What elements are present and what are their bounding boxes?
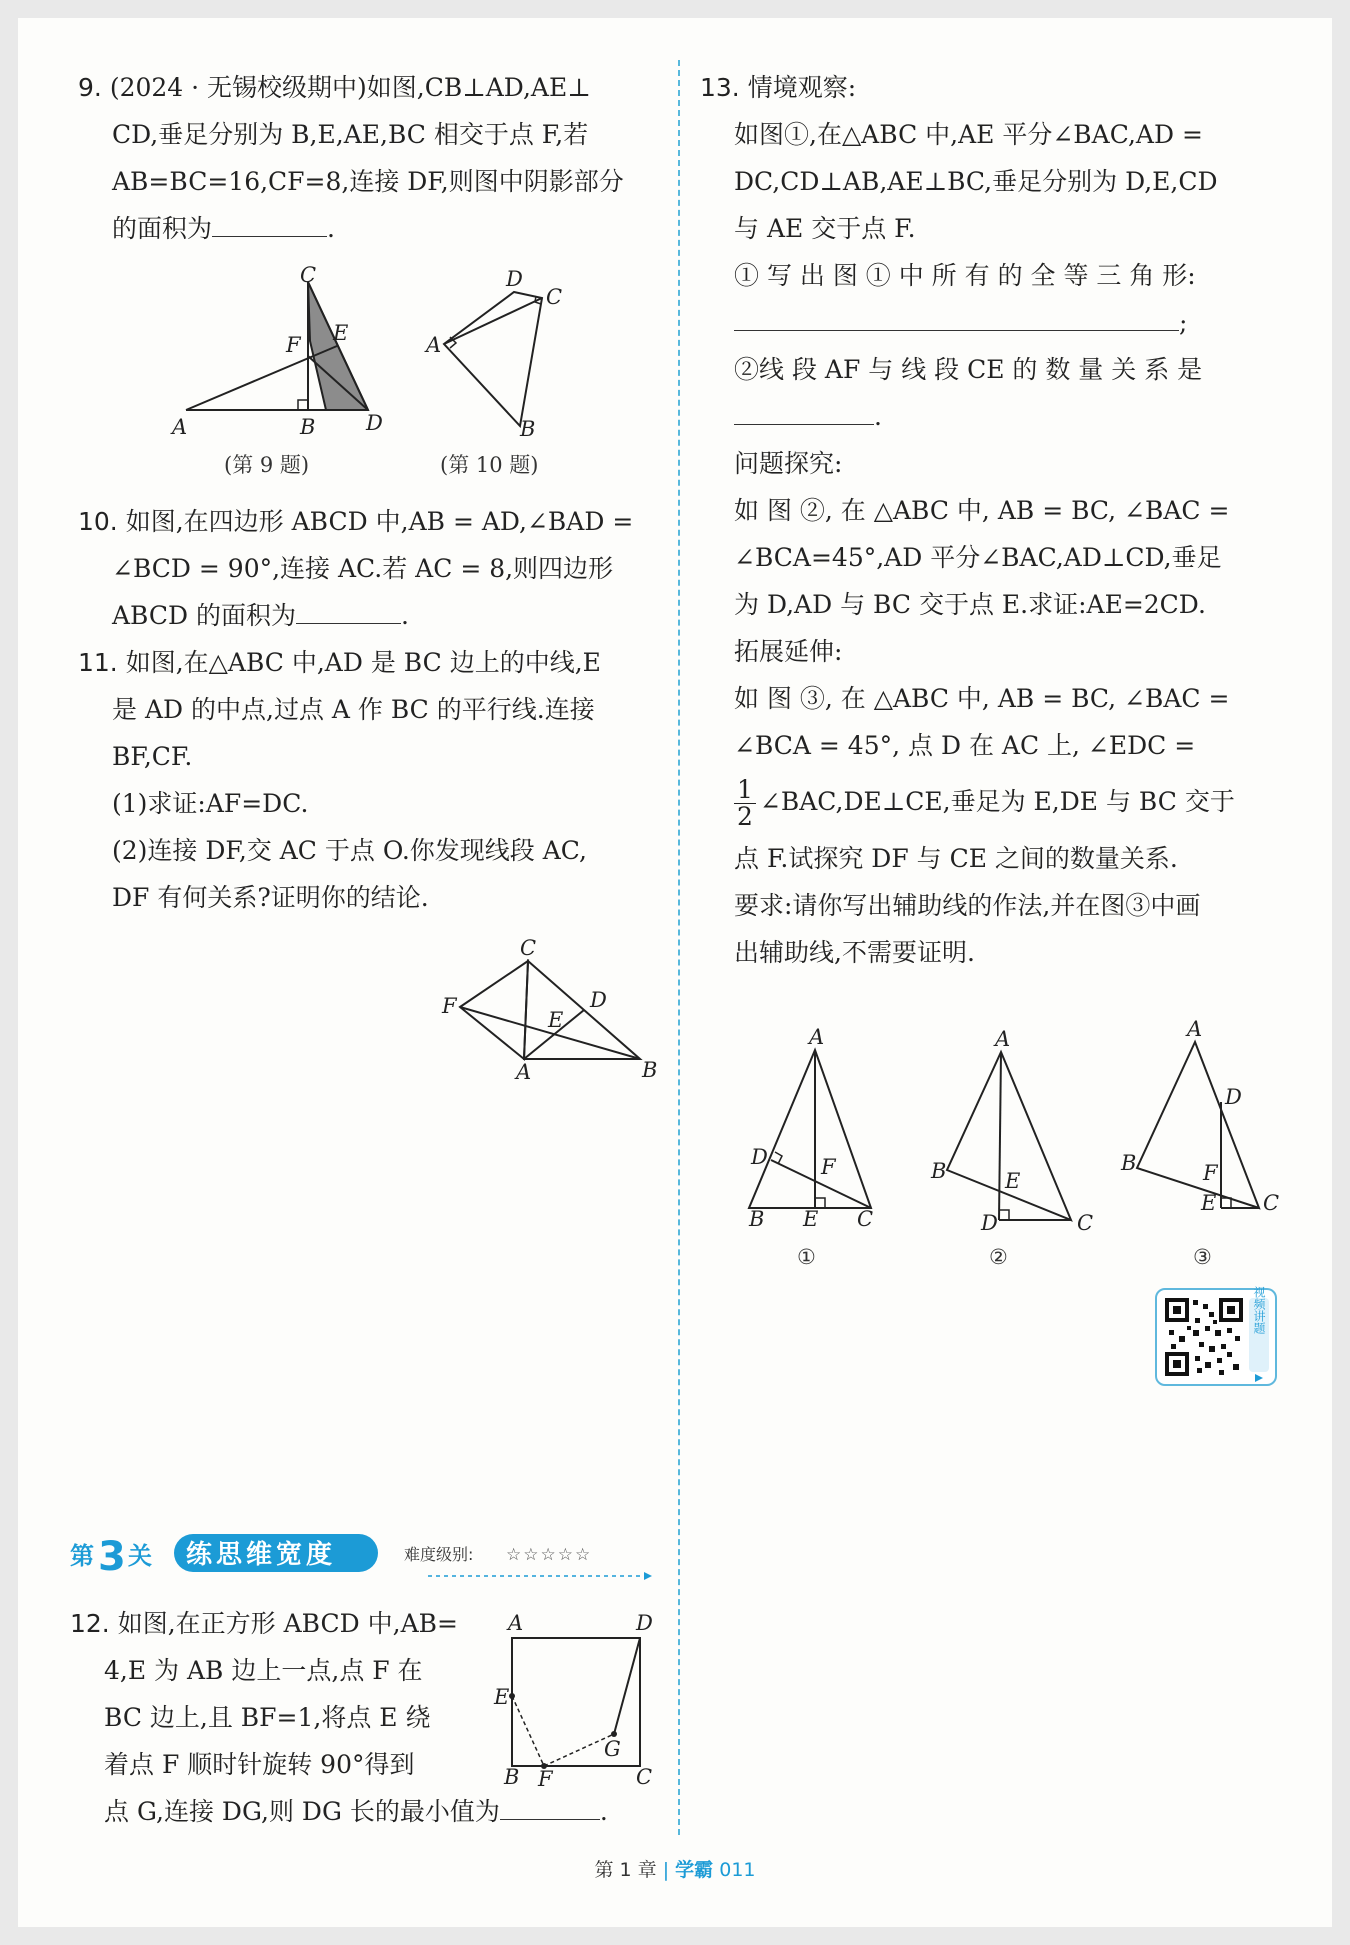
q11-label-E: E [548, 1008, 564, 1032]
q9-segment-AE [186, 346, 337, 410]
fig2-label-C: C [1077, 1211, 1094, 1235]
fig2-triangle [947, 1052, 1071, 1220]
q12-figure [490, 1608, 665, 1791]
banner-suffix: 关 [128, 1542, 152, 1570]
q13-figure-3 [1120, 1017, 1279, 1269]
q13-answer-blank-1[interactable] [734, 300, 1179, 331]
q11-label-C: C [520, 936, 537, 960]
q13-p1c: 与 AE 交于点 F. [734, 214, 916, 243]
q11-line3: BF,CF. [112, 742, 193, 771]
q9-label-F: F [286, 333, 301, 357]
page-footer [0, 1855, 1350, 1882]
qr-finder-bl-dot [1173, 1360, 1181, 1368]
q10-quadrilateral [444, 292, 542, 426]
q12-segment-DG [614, 1638, 640, 1734]
column-divider [678, 60, 680, 1835]
fig1-caption: ① [797, 1245, 816, 1269]
q13-figure-1 [748, 1025, 873, 1269]
q13-p3d: 点 F.试探究 DF 与 CE 之间的数量关系. [734, 844, 1178, 873]
fig1-label-E: E [803, 1207, 819, 1231]
q13-p3b: ∠BCA = 45°, 点 D 在 AC 上, ∠EDC = [734, 731, 1196, 760]
q10-figure [420, 268, 590, 490]
q9-answer-blank[interactable] [212, 206, 327, 237]
q13-p4b: 出辅助线,不需要证明. [734, 938, 975, 967]
qr-finder-tr-dot [1227, 1306, 1235, 1314]
qr-code-icon[interactable] [1157, 1286, 1275, 1384]
banner-title: 练思维宽度 [186, 1540, 337, 1570]
q11-label-F: F [442, 994, 457, 1018]
q11-line2: 是 AD 的中点,过点 A 作 BC 的平行线.连接 [112, 695, 595, 724]
q10-answer-blank[interactable] [296, 593, 401, 624]
q13-answer-blank-2[interactable] [734, 394, 874, 425]
qr-code-box[interactable] [1155, 1288, 1277, 1386]
q10-label-A: A [426, 333, 442, 357]
q10-number: 10. [78, 507, 118, 536]
q12-square [512, 1638, 640, 1766]
q10-label-B: B [520, 417, 536, 441]
footer-chapter: 第 1 章 [594, 1859, 657, 1881]
qr-label: 视频讲题 [1252, 1286, 1266, 1334]
q13-p3c: $\frac{1}{2}$ ∠BAC,DE⊥CE,垂足为 E,DE 与 BC 交于 [700, 769, 1290, 835]
q9-line1: 9. (2024 · 无锡校级期中)如图,CB⊥AD,AE⊥ [78, 73, 591, 102]
fig2-label-A: A [995, 1027, 1011, 1051]
q12-label-E: E [494, 1685, 510, 1709]
fig3-label-A: A [1187, 1017, 1203, 1041]
q13-fraction: $\frac{1}{2}$ [734, 777, 756, 830]
q13-s1-answer: ; [700, 299, 1290, 346]
left-column-lower [78, 498, 668, 921]
q9-label-C: C [300, 263, 317, 287]
q13-number: 13. [700, 73, 740, 102]
q12-line5: 点 G,连接 DG,则 DG 长的最小值为 . [70, 1788, 670, 1835]
right-column [700, 64, 1290, 976]
q11-figure [440, 935, 670, 1085]
footer-separator: | [662, 1859, 670, 1881]
q9-figure [170, 263, 390, 490]
q12-label-A: A [508, 1611, 524, 1635]
q13-s2-answer: . [700, 393, 1290, 440]
q10-line2: ∠BCD = 90°,连接 AC.若 AC = 8,则四边形 [112, 554, 614, 583]
fig3-label-F: F [1203, 1161, 1218, 1185]
q9-label-E: E [333, 321, 349, 345]
q13-figures [735, 1017, 1295, 1280]
q11-sub2a: (2)连接 DF,交 AC 于点 O.你发现线段 AC, [112, 836, 587, 865]
banner-arrow-icon [644, 1572, 652, 1580]
q11-sub2b: DF 有何关系?证明你的结论. [112, 883, 429, 912]
q12-label-C: C [636, 1765, 653, 1789]
fig3-label-C: C [1263, 1191, 1280, 1215]
footer-brand: 学霸 [675, 1859, 714, 1881]
fig3-label-E: E [1201, 1191, 1217, 1215]
q12-line1: 12. 如图,在正方形 ABCD 中,AB= [70, 1609, 458, 1638]
q12-line3: BC 边上,且 BF=1,将点 E 绕 [104, 1703, 431, 1732]
banner-graphic [68, 1530, 658, 1580]
fig3-label-B: B [1121, 1151, 1137, 1175]
q12-label-G: G [604, 1737, 621, 1761]
q13-h3: 拓展延伸: [734, 637, 843, 666]
q12-label-F: F [538, 1767, 553, 1791]
q13-figure-2 [930, 1027, 1093, 1269]
difficulty-stars: ☆☆☆☆☆ [506, 1545, 593, 1565]
q13-p2b: ∠BCA=45°,AD 平分∠BAC,AD⊥CD,垂足 [734, 543, 1222, 572]
q11-number: 11. [78, 648, 118, 677]
q12-label-D: D [636, 1611, 653, 1635]
qr-finder-tl-dot [1173, 1306, 1181, 1314]
fig3-caption: ③ [1193, 1245, 1212, 1269]
q13-p3a: 如 图 ③, 在 △ABC 中, AB = BC, ∠BAC = [734, 684, 1230, 713]
q11-label-B: B [642, 1058, 658, 1082]
q11-label-D: D [590, 988, 607, 1012]
fig1-label-F: F [821, 1155, 836, 1179]
q13-p1b: DC,CD⊥AB,AE⊥BC,垂足分别为 D,E,CD [734, 167, 1218, 196]
fig1-triangle [749, 1050, 871, 1208]
section-banner [68, 1530, 658, 1580]
q9-caption: (第 9 题) [224, 453, 310, 477]
fig1-label-C: C [857, 1207, 874, 1231]
q9-line3: AB=BC=16,CF=8,连接 DF,则图中阴影部分 [112, 167, 624, 196]
banner-number: 3 [98, 1534, 126, 1580]
q13-h2: 问题探究: [734, 449, 843, 478]
left-column [78, 64, 668, 252]
q13-p1a: 如图①,在△ABC 中,AE 平分∠BAC,AD = [734, 120, 1203, 149]
q13-p4a: 要求:请你写出辅助线的作法,并在图③中画 [734, 891, 1201, 920]
q9-number: 9. [78, 73, 102, 102]
fig3-right-angle-E [1221, 1198, 1231, 1208]
fig2-label-E: E [1005, 1169, 1021, 1193]
q11-label-A: A [516, 1060, 532, 1084]
q10-diagonal-AC [444, 298, 542, 344]
fig3-label-D: D [1225, 1085, 1242, 1109]
fig1-label-D: D [751, 1145, 768, 1169]
q13-s2: ②线 段 AF 与 线 段 CE 的 数 量 关 系 是 [734, 355, 1203, 384]
q10-line1: 10. 如图,在四边形 ABCD 中,AB = AD,∠BAD = [78, 507, 634, 536]
q13-p2c: 为 D,AD 与 BC 交于点 E.求证:AE=2CD. [734, 590, 1206, 619]
banner-prefix: 第 [70, 1542, 94, 1570]
q9-label-A: A [172, 415, 188, 439]
q9-label-D: D [366, 411, 383, 435]
q12-rotation-dashed [512, 1696, 614, 1766]
q13-p2a: 如 图 ②, 在 △ABC 中, AB = BC, ∠BAC = [734, 496, 1230, 525]
q10-caption: (第 10 题) [440, 453, 539, 477]
difficulty-label: 难度级别: [404, 1545, 474, 1564]
q12-number: 12. [70, 1609, 110, 1638]
q13-s1: ① 写 出 图 ① 中 所 有 的 全 等 三 角 形: [734, 261, 1196, 290]
fig2-label-D: D [981, 1211, 998, 1235]
q9-line2: CD,垂足分别为 B,E,AE,BC 相交于点 F,若 [112, 120, 589, 149]
q10-label-D: D [506, 267, 523, 291]
fig3-triangle [1137, 1042, 1259, 1208]
q11-sub1: (1)求证:AF=DC. [112, 789, 309, 818]
fig2-segment-AD [999, 1052, 1001, 1220]
q13-heading: 13. 情境观察: [700, 73, 857, 102]
q12-line4: 着点 F 顺时针旋转 90°得到 [104, 1750, 415, 1779]
q12-line2: 4,E 为 AB 边上一点,点 F 在 [104, 1656, 423, 1685]
q9-label-B: B [300, 415, 316, 439]
q10-label-C: C [546, 285, 563, 309]
q9-right-angle-B [298, 400, 308, 410]
q10-line3: ABCD 的面积为 . [78, 592, 668, 639]
fig2-right-angle-D [999, 1210, 1009, 1220]
fig2-label-B: B [931, 1159, 947, 1183]
footer-page-number: 011 [719, 1859, 756, 1881]
q9-line4: 的面积为 . [78, 205, 668, 252]
qr-play-icon [1255, 1374, 1263, 1382]
fig1-label-B: B [749, 1207, 765, 1231]
q12-label-B: B [504, 1765, 520, 1789]
fig1-label-A: A [809, 1025, 825, 1049]
q12-answer-blank[interactable] [500, 1789, 600, 1820]
fig2-caption: ② [989, 1245, 1008, 1269]
q12-point-E [509, 1693, 515, 1699]
q11-line1: 11. 如图,在△ABC 中,AD 是 BC 边上的中线,E [78, 648, 601, 677]
